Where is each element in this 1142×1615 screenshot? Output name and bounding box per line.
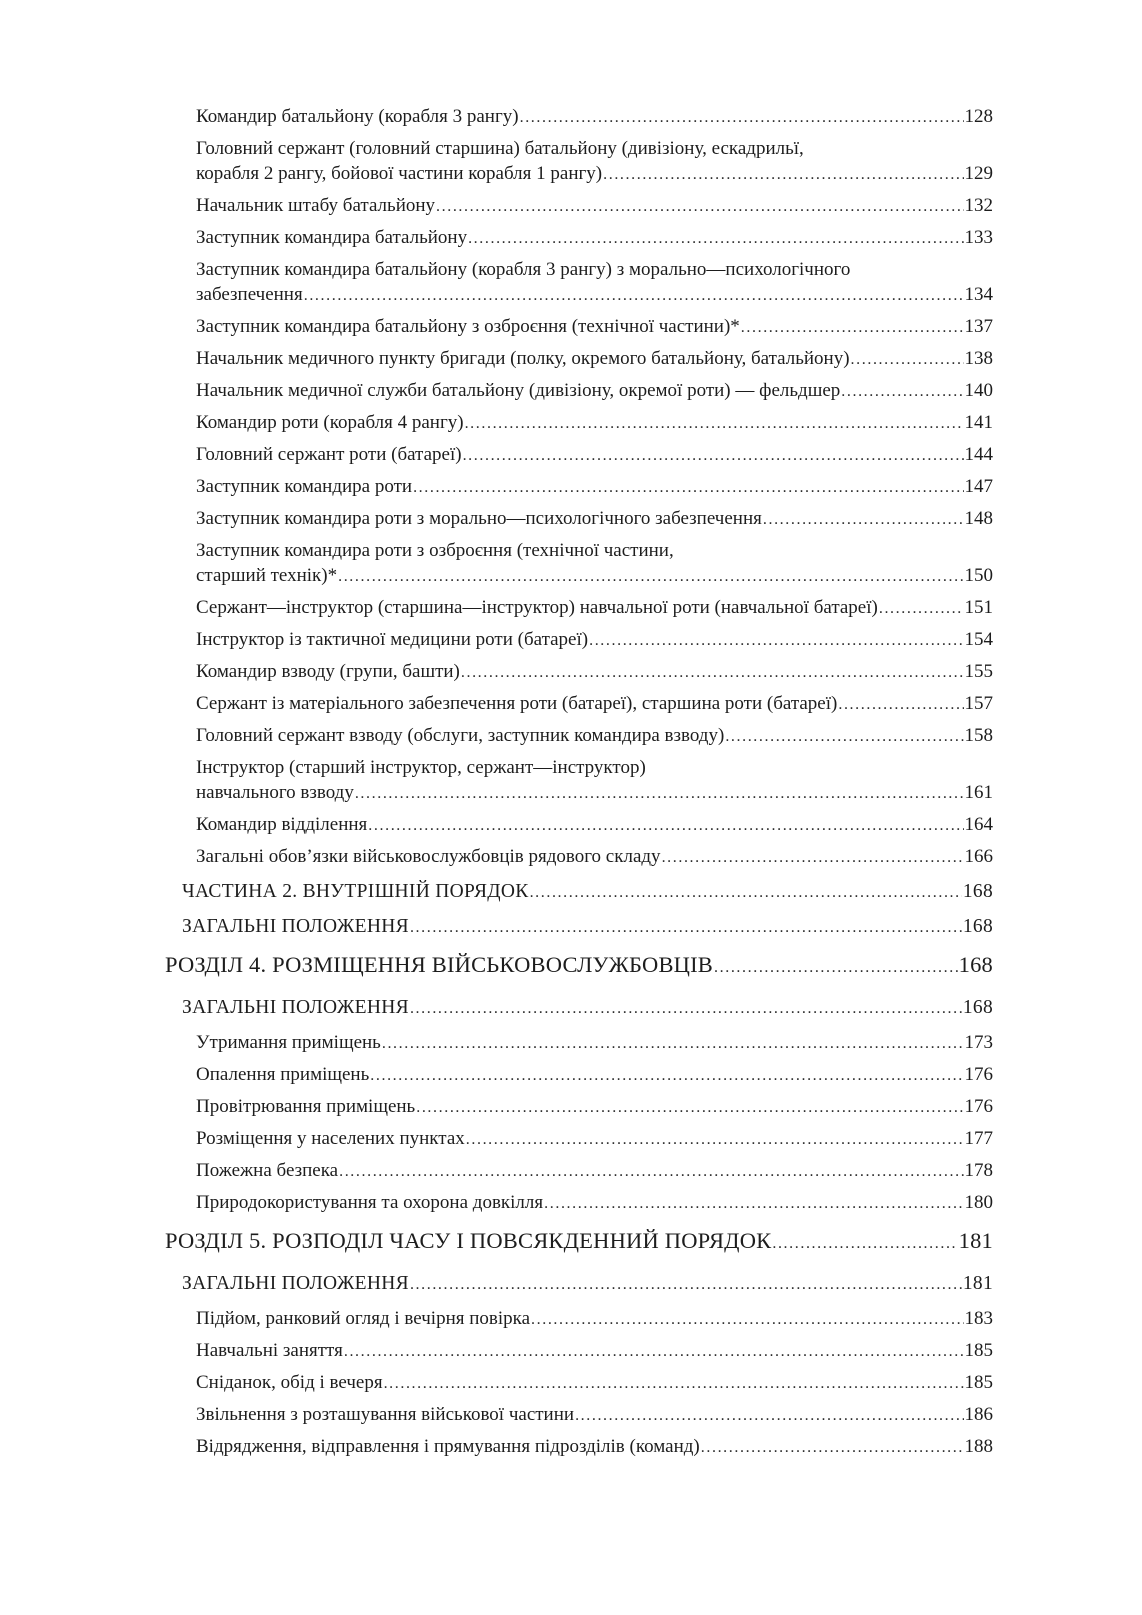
toc-dot-leader xyxy=(463,442,964,468)
toc-entry-title: Опалення приміщень xyxy=(196,1064,370,1085)
toc-entry-line xyxy=(196,1126,993,1152)
toc-entry-title: старший технік)* xyxy=(196,565,338,586)
toc-dot-leader xyxy=(741,314,964,340)
toc-page-number: 168 xyxy=(962,997,993,1018)
toc-entry-line xyxy=(196,193,993,219)
toc-entry xyxy=(165,1338,993,1364)
toc-entry-line xyxy=(196,410,993,436)
toc-entry-line xyxy=(196,538,993,563)
toc-dot-leader xyxy=(465,410,964,436)
toc-dot-leader xyxy=(344,1338,964,1364)
toc-entry-title: ЧАСТИНА 2. ВНУТРІШНІЙ ПОРЯДОК xyxy=(182,881,529,902)
toc-entry xyxy=(165,136,993,187)
toc-entry-title: Заступник командира батальйону xyxy=(196,227,468,248)
toc-entry-line xyxy=(196,1190,993,1216)
toc-entry-line xyxy=(196,659,993,685)
toc-entry xyxy=(165,1094,993,1120)
toc-entry-title: Навчальні заняття xyxy=(196,1340,343,1361)
toc-entry-title: Підйом, ранковий огляд і вечірня повірка xyxy=(196,1308,531,1329)
toc-entry xyxy=(165,1126,993,1152)
toc-entry-title: Сержант—інструктор (старшина—інструктор) навчальної роти (навчальної батареї) xyxy=(196,597,878,618)
toc-page-number: 177 xyxy=(964,1128,993,1149)
toc-entry-line xyxy=(196,225,993,251)
toc-entry xyxy=(165,879,993,905)
toc-page-number: 173 xyxy=(964,1032,993,1053)
toc-page-number: 168 xyxy=(962,881,993,902)
toc-page-number: 155 xyxy=(964,661,993,682)
toc-entry xyxy=(165,506,993,532)
toc-dot-leader xyxy=(520,104,964,130)
toc-entry xyxy=(165,1030,993,1056)
toc-entry xyxy=(165,914,993,940)
toc-dot-leader xyxy=(772,1227,957,1258)
toc-entry xyxy=(165,951,993,982)
toc-entry xyxy=(165,1190,993,1216)
toc-entry-line xyxy=(196,378,993,404)
toc-entry xyxy=(165,225,993,251)
toc-dot-leader xyxy=(382,1030,964,1056)
toc-entry-title: Командир батальйону (корабля 3 рангу) xyxy=(196,106,519,127)
toc-page-number: 158 xyxy=(964,725,993,746)
toc-page-number: 147 xyxy=(964,476,993,497)
toc-entry-title: Сніданок, обід і вечеря xyxy=(196,1372,383,1393)
toc-dot-leader xyxy=(304,282,964,308)
toc-entry-title: Заступник командира роти з морально—психологічного забезпечення xyxy=(196,508,762,529)
toc-entry-line xyxy=(196,1338,993,1364)
toc-entry-line xyxy=(196,1094,993,1120)
toc-entry xyxy=(165,1271,993,1297)
toc-entry xyxy=(165,193,993,219)
toc-entry-title: ЗАГАЛЬНІ ПОЛОЖЕННЯ xyxy=(182,1273,409,1294)
toc-entry xyxy=(165,595,993,621)
toc-entry-title: Відрядження, відправлення і прямування підрозділів (команд) xyxy=(196,1436,700,1457)
toc-entry-title: Інструктор із тактичної медицини роти (батареї) xyxy=(196,629,589,650)
toc-dot-leader xyxy=(763,506,964,532)
toc-entry-title: Начальник медичної служби батальйону (дивізіону, окремої роти) — фельдшер xyxy=(196,380,841,401)
toc-page-number: 188 xyxy=(964,1436,993,1457)
toc-page-number: 133 xyxy=(964,227,993,248)
toc-entry-line xyxy=(196,780,993,806)
toc-entry-title: Розміщення у населених пунктах xyxy=(196,1128,465,1149)
toc-entry-line xyxy=(196,844,993,870)
toc-entry xyxy=(165,410,993,436)
toc-page-number: 178 xyxy=(964,1160,993,1181)
toc-entry-line xyxy=(196,1402,993,1428)
toc-page-number: 183 xyxy=(964,1308,993,1329)
toc-entry-line xyxy=(196,161,993,187)
toc-entry-line xyxy=(196,1306,993,1332)
toc-dot-leader xyxy=(338,563,963,589)
toc-dot-leader xyxy=(355,780,964,806)
toc-dot-leader xyxy=(838,691,963,717)
toc-entry-title: Сержант із матеріального забезпечення роти (батареї), старшина роти (батареї) xyxy=(196,693,838,714)
toc-dot-leader xyxy=(461,659,964,685)
toc-entry xyxy=(165,538,993,589)
toc-page-number: 144 xyxy=(964,444,993,465)
toc-entry-title: корабля 2 рангу, бойової частини корабля 1 рангу) xyxy=(196,163,603,184)
toc-page-number: 134 xyxy=(964,284,993,305)
toc-page-number: 181 xyxy=(958,1228,993,1253)
toc-entry-line xyxy=(196,1062,993,1088)
toc-page-number: 150 xyxy=(964,565,993,586)
toc-dot-leader xyxy=(416,1094,963,1120)
toc-entry-title: Природокористування та охорона довкілля xyxy=(196,1192,544,1213)
toc-page-number: 168 xyxy=(958,952,993,977)
toc-page-number: 180 xyxy=(964,1192,993,1213)
toc-page-number: 157 xyxy=(964,693,993,714)
toc-entry-line xyxy=(196,755,993,780)
toc-entry xyxy=(165,995,993,1021)
toc-entry xyxy=(165,1434,993,1460)
toc-entry-line xyxy=(196,104,993,130)
toc-entry-line xyxy=(196,595,993,621)
toc-entry-title: навчального взводу xyxy=(196,782,354,803)
toc-page-number: 140 xyxy=(964,380,993,401)
toc-dot-leader xyxy=(662,844,964,870)
toc-entry-title: Головний сержант взводу (обслуги, заступник командира взводу) xyxy=(196,725,725,746)
toc-page-number: 185 xyxy=(964,1340,993,1361)
toc-entry-line xyxy=(196,282,993,308)
toc-entry-title: Начальник штабу батальйону xyxy=(196,195,436,216)
toc-entry-title: Заступник командира батальйону з озброєння (технічної частини)* xyxy=(196,316,740,337)
toc-entry xyxy=(165,474,993,500)
toc-entry-title: Командир взводу (групи, башти) xyxy=(196,661,460,682)
toc-dot-leader xyxy=(589,627,963,653)
toc-page-number: 137 xyxy=(964,316,993,337)
table-of-contents xyxy=(165,104,993,1466)
toc-entry-title: Звільнення з розташування військової частини xyxy=(196,1404,575,1425)
toc-dot-leader xyxy=(410,914,962,940)
toc-entry-title: РОЗДІЛ 4. РОЗМІЩЕННЯ ВІЙСЬКОВОСЛУЖБОВЦІВ xyxy=(165,952,714,977)
toc-page-number: 176 xyxy=(964,1064,993,1085)
toc-page-number: 138 xyxy=(964,348,993,369)
toc-entry xyxy=(165,346,993,372)
toc-entry-title: Провітрювання приміщень xyxy=(196,1096,416,1117)
toc-entry xyxy=(165,755,993,806)
toc-dot-leader xyxy=(466,1126,964,1152)
toc-entry-line xyxy=(196,723,993,749)
toc-entry-title: Інструктор (старший інструктор, сержант—інструктор) xyxy=(196,757,646,778)
toc-entry xyxy=(165,627,993,653)
toc-dot-leader xyxy=(544,1190,963,1216)
toc-page-number: 166 xyxy=(964,846,993,867)
toc-dot-leader xyxy=(531,1306,963,1332)
toc-entry-line xyxy=(196,563,993,589)
toc-entry-line xyxy=(182,995,993,1021)
toc-page-number: 161 xyxy=(964,782,993,803)
toc-dot-leader xyxy=(530,879,962,905)
toc-entry xyxy=(165,1370,993,1396)
toc-entry-line xyxy=(196,1370,993,1396)
toc-dot-leader xyxy=(603,161,963,187)
toc-entry-line xyxy=(196,346,993,372)
toc-entry-title: Загальні обов’язки військовослужбовців рядового складу xyxy=(196,846,661,867)
toc-page-number: 154 xyxy=(964,629,993,650)
toc-page-number: 181 xyxy=(962,1273,993,1294)
toc-entry-title: Командир роти (корабля 4 рангу) xyxy=(196,412,464,433)
toc-dot-leader xyxy=(413,474,963,500)
toc-entry-line xyxy=(196,1434,993,1460)
toc-entry-line xyxy=(196,1158,993,1184)
toc-entry xyxy=(165,442,993,468)
toc-dot-leader xyxy=(368,812,963,838)
toc-entry xyxy=(165,1158,993,1184)
toc-entry-title: Заступник командира роти з озброєння (технічної частини, xyxy=(196,540,674,561)
toc-entry xyxy=(165,844,993,870)
toc-dot-leader xyxy=(701,1434,964,1460)
toc-entry-title: РОЗДІЛ 5. РОЗПОДІЛ ЧАСУ І ПОВСЯКДЕННИЙ ПОРЯДОК xyxy=(165,1228,772,1253)
toc-entry-title: Утримання приміщень xyxy=(196,1032,381,1053)
toc-page-number: 148 xyxy=(964,508,993,529)
toc-entry-line xyxy=(182,914,993,940)
toc-entry-line xyxy=(165,1227,993,1258)
toc-entry xyxy=(165,691,993,717)
toc-entry xyxy=(165,257,993,308)
toc-entry-title: ЗАГАЛЬНІ ПОЛОЖЕННЯ xyxy=(182,916,409,937)
toc-entry-line xyxy=(165,951,993,982)
toc-dot-leader xyxy=(879,595,964,621)
toc-entry-line xyxy=(182,879,993,905)
toc-page-number: 128 xyxy=(964,106,993,127)
toc-entry-title: Головний сержант (головний старшина) батальйону (дивізіону, ескадрильї, xyxy=(196,138,804,159)
toc-dot-leader xyxy=(725,723,963,749)
toc-entry-line xyxy=(196,257,993,282)
toc-entry-title: Заступник командира роти xyxy=(196,476,413,497)
toc-entry xyxy=(165,1227,993,1258)
toc-entry xyxy=(165,314,993,340)
toc-entry xyxy=(165,723,993,749)
toc-entry xyxy=(165,1402,993,1428)
toc-entry-line xyxy=(196,812,993,838)
toc-dot-leader xyxy=(410,1271,962,1297)
toc-page-number: 132 xyxy=(964,195,993,216)
toc-dot-leader xyxy=(370,1062,963,1088)
toc-entry xyxy=(165,812,993,838)
toc-dot-leader xyxy=(410,995,962,1021)
toc-dot-leader xyxy=(384,1370,964,1396)
toc-entry xyxy=(165,1306,993,1332)
toc-page-number: 176 xyxy=(964,1096,993,1117)
toc-entry xyxy=(165,1062,993,1088)
toc-entry-title: Головний сержант роти (батареї) xyxy=(196,444,462,465)
toc-dot-leader xyxy=(436,193,963,219)
toc-page-number: 168 xyxy=(962,916,993,937)
toc-entry-line xyxy=(196,627,993,653)
toc-entry-title: ЗАГАЛЬНІ ПОЛОЖЕННЯ xyxy=(182,997,409,1018)
toc-page-number: 185 xyxy=(964,1372,993,1393)
toc-entry xyxy=(165,659,993,685)
toc-dot-leader xyxy=(468,225,963,251)
toc-entry-line xyxy=(196,506,993,532)
toc-entry-line xyxy=(182,1271,993,1297)
toc-dot-leader xyxy=(339,1158,963,1184)
toc-dot-leader xyxy=(714,951,958,982)
toc-entry-line xyxy=(196,474,993,500)
toc-entry-line xyxy=(196,1030,993,1056)
toc-entry-line xyxy=(196,442,993,468)
toc-entry-title: Заступник командира батальйону (корабля 3 рангу) з морально—психологічного xyxy=(196,259,851,280)
toc-dot-leader xyxy=(841,378,963,404)
toc-entry xyxy=(165,378,993,404)
toc-dot-leader xyxy=(575,1402,963,1428)
toc-page-number: 141 xyxy=(964,412,993,433)
toc-page-number: 186 xyxy=(964,1404,993,1425)
toc-entry-line xyxy=(196,136,993,161)
toc-entry xyxy=(165,104,993,130)
toc-entry-title: Пожежна безпека xyxy=(196,1160,339,1181)
toc-entry-line xyxy=(196,691,993,717)
toc-entry-title: Командир відділення xyxy=(196,814,368,835)
toc-page-number: 164 xyxy=(964,814,993,835)
toc-page-number: 129 xyxy=(964,163,993,184)
toc-entry-title: Начальник медичного пункту бригади (полку, окремого батальйону, батальйону) xyxy=(196,348,850,369)
toc-entry-line xyxy=(196,314,993,340)
toc-page-number: 151 xyxy=(964,597,993,618)
toc-dot-leader xyxy=(851,346,964,372)
toc-entry-title: забезпечення xyxy=(196,284,303,305)
